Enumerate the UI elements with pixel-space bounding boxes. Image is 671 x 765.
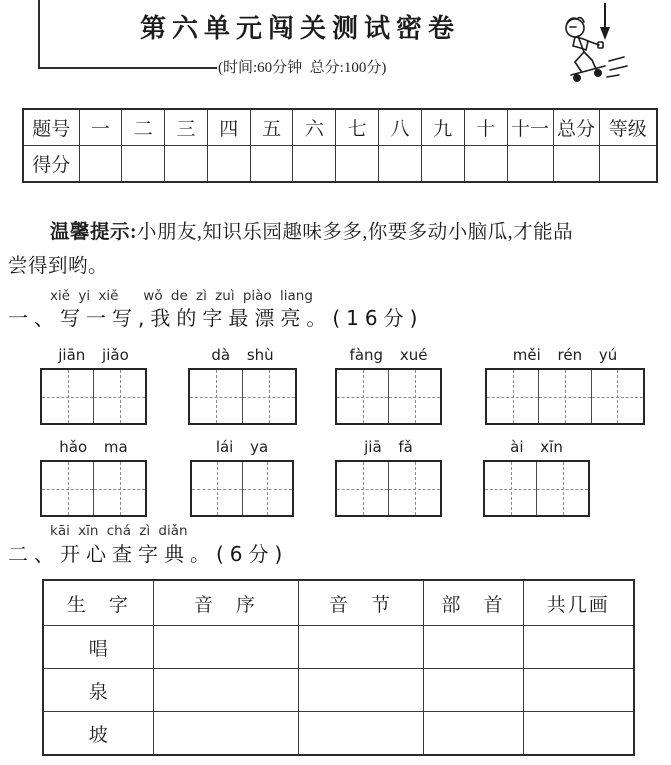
writing-cell[interactable] <box>192 462 242 515</box>
score-empty-cell[interactable] <box>599 146 657 183</box>
writing-cell[interactable] <box>242 462 293 515</box>
score-empty-cell[interactable] <box>250 146 293 183</box>
grid-cell-row <box>40 368 147 425</box>
grid-pinyin-label: ài xīn <box>510 438 563 456</box>
score-column-header: 十 <box>464 109 507 146</box>
section1-pinyin: xiě yi xiě wǒ de zì zuì piào liang <box>50 288 313 304</box>
grid-cell-row <box>483 460 590 517</box>
dictionary-column-header: 部 首 <box>423 580 523 626</box>
tip-text-line1: 小朋友,知识乐园趣味多多,你要多动小脑瓜,才能品 <box>137 222 574 243</box>
writing-grid <box>335 438 442 517</box>
dictionary-row <box>43 626 634 669</box>
dictionary-row <box>43 669 634 712</box>
section2-heading: 二、开心查字典。(6分) <box>8 542 289 566</box>
dictionary-character: 坡 <box>43 712 153 756</box>
writing-cell[interactable] <box>388 370 440 423</box>
score-column-header: 八 <box>379 109 422 146</box>
score-column-header: 总分 <box>553 109 599 146</box>
writing-grid <box>190 438 294 517</box>
score-empty-cell[interactable] <box>122 146 165 183</box>
dictionary-empty-cell[interactable] <box>153 669 298 712</box>
dictionary-empty-cell[interactable] <box>523 626 634 669</box>
tip-label: 温馨提示: <box>50 222 137 243</box>
grid-pinyin-label: fàng xué <box>349 346 428 364</box>
grid-pinyin-label: dà shù <box>211 346 274 364</box>
score-table-header-row <box>23 109 657 146</box>
writing-grid <box>485 346 645 425</box>
dictionary-table-header-row <box>43 580 634 626</box>
grid-cell-row <box>335 368 442 425</box>
score-empty-cell[interactable] <box>553 146 599 183</box>
score-column-header: 九 <box>421 109 464 146</box>
score-empty-cell[interactable] <box>421 146 464 183</box>
dictionary-column-header: 音 节 <box>298 580 423 626</box>
score-column-header: 等级 <box>599 109 657 146</box>
score-empty-cell[interactable] <box>79 146 122 183</box>
writing-cell[interactable] <box>536 462 588 515</box>
writing-grid <box>335 346 442 425</box>
grid-pinyin-label: jiān jiǎo <box>58 346 129 364</box>
grid-cell-row <box>485 368 645 425</box>
dictionary-character: 泉 <box>43 669 153 712</box>
score-column-header: 十一 <box>507 109 553 146</box>
writing-cell[interactable] <box>388 462 440 515</box>
grid-pinyin-label: hǎo ma <box>59 438 128 456</box>
dictionary-empty-cell[interactable] <box>523 712 634 756</box>
section1-heading: 一、写一写,我的字最漂亮。(16分) <box>8 306 424 330</box>
writing-cell[interactable] <box>487 370 538 423</box>
score-column-header: 六 <box>293 109 336 146</box>
dictionary-character: 唱 <box>43 626 153 669</box>
score-column-header: 四 <box>207 109 250 146</box>
dictionary-table <box>42 579 635 756</box>
writing-cell[interactable] <box>337 370 388 423</box>
score-column-header: 二 <box>122 109 165 146</box>
score-table <box>22 108 658 183</box>
dictionary-column-header: 生 字 <box>43 580 153 626</box>
dictionary-empty-cell[interactable] <box>423 626 523 669</box>
grid-cell-row <box>335 460 442 517</box>
dictionary-empty-cell[interactable] <box>423 669 523 712</box>
dictionary-empty-cell[interactable] <box>523 669 634 712</box>
score-empty-cell[interactable] <box>507 146 553 183</box>
writing-grid <box>40 438 147 517</box>
writing-cell[interactable] <box>337 462 388 515</box>
writing-cell[interactable] <box>591 370 643 423</box>
dictionary-column-header: 音 序 <box>153 580 298 626</box>
grid-pinyin-label: lái ya <box>215 438 269 456</box>
grid-cell-row <box>40 460 147 517</box>
writing-grid <box>188 346 297 425</box>
score-column-header: 五 <box>250 109 293 146</box>
time-score-subtitle: (时间:60分钟 总分:100分) <box>218 60 387 76</box>
score-empty-cell[interactable] <box>379 146 422 183</box>
score-empty-cell[interactable] <box>336 146 379 183</box>
dictionary-empty-cell[interactable] <box>153 626 298 669</box>
score-header-label: 题号 <box>23 109 79 146</box>
score-column-header: 一 <box>79 109 122 146</box>
dictionary-column-header: 共几画 <box>523 580 634 626</box>
writing-cell[interactable] <box>485 462 536 515</box>
dictionary-empty-cell[interactable] <box>298 626 423 669</box>
writing-cell[interactable] <box>42 462 93 515</box>
dictionary-empty-cell[interactable] <box>153 712 298 756</box>
writing-grid <box>483 438 590 517</box>
dictionary-empty-cell[interactable] <box>423 712 523 756</box>
writing-cell[interactable] <box>190 370 242 423</box>
writing-grid <box>40 346 147 425</box>
dictionary-empty-cell[interactable] <box>298 712 423 756</box>
skating-kid-icon <box>544 14 644 84</box>
score-empty-cell[interactable] <box>464 146 507 183</box>
score-column-header: 三 <box>165 109 208 146</box>
grid-pinyin-label: měi rén yú <box>512 346 618 364</box>
dictionary-row <box>43 712 634 756</box>
writing-cell[interactable] <box>42 370 93 423</box>
tip-paragraph <box>8 216 664 284</box>
score-empty-cell[interactable] <box>293 146 336 183</box>
section2-pinyin: kāi xīn chá zì diǎn <box>50 523 188 539</box>
grid-cell-row <box>188 368 297 425</box>
score-column-header: 七 <box>336 109 379 146</box>
tip-text-line2: 尝得到哟。 <box>8 256 109 277</box>
score-table-score-row <box>23 146 657 183</box>
dictionary-empty-cell[interactable] <box>298 669 423 712</box>
page-title: 第六单元闯关测试密卷 <box>139 14 460 44</box>
writing-cell[interactable] <box>538 370 590 423</box>
grid-cell-row <box>190 460 294 517</box>
writing-cell[interactable] <box>242 370 295 423</box>
writing-cell[interactable] <box>93 370 145 423</box>
score-empty-cell[interactable] <box>207 146 250 183</box>
grid-pinyin-label: jiā fǎ <box>364 438 413 456</box>
score-empty-cell[interactable] <box>165 146 208 183</box>
writing-cell[interactable] <box>93 462 145 515</box>
score-row-label: 得分 <box>23 146 79 183</box>
